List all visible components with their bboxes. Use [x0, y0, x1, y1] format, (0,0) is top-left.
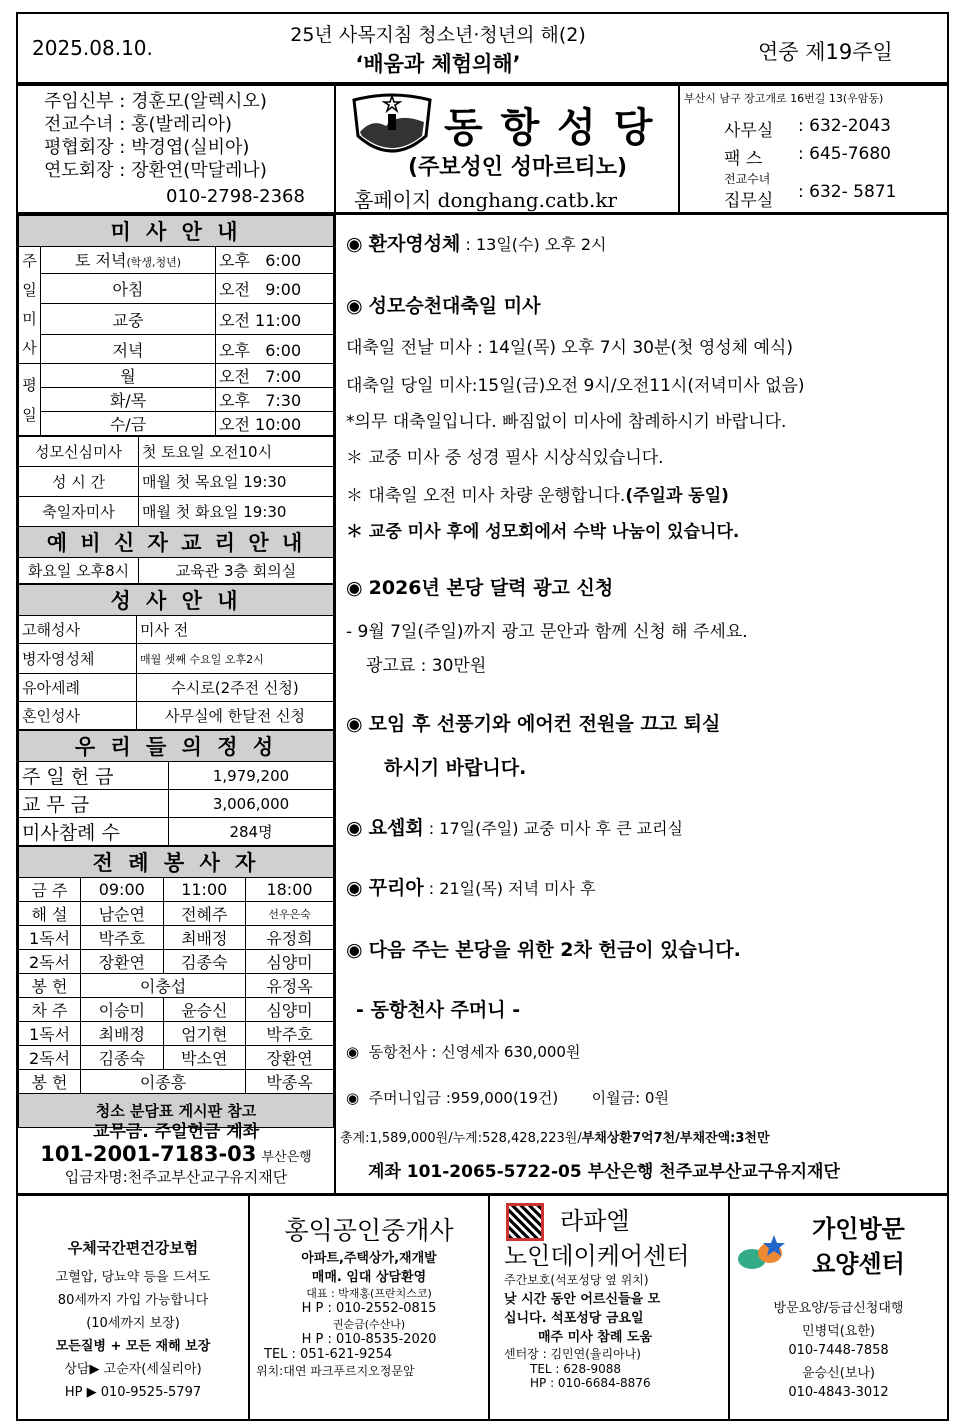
homepage-link[interactable]: donghang.catb.kr — [437, 188, 618, 212]
fax-number: : 645-7680 — [798, 144, 891, 164]
left-column — [16, 213, 336, 1195]
mass-table — [18, 215, 334, 436]
mass-name: 월 — [41, 364, 216, 388]
notice-2-title: ◉ 성모승천대축일 미사 — [346, 295, 541, 317]
service-cell: 18:00 — [246, 878, 334, 902]
sacrament-value: 수시로(2주전 신청) — [137, 674, 334, 702]
service-cell: 09:00 — [81, 878, 164, 902]
ad3-line: 주간보호(석포성당 옆 위치) — [504, 1273, 649, 1287]
service-cell: 최배정 — [81, 1022, 164, 1046]
mass-time: 오후 6:00 — [216, 247, 334, 274]
service-cell: 남순연 — [81, 902, 164, 926]
service-cell: 1독서 — [19, 926, 81, 950]
ad1-line: (10세까지 보장) — [86, 1316, 180, 1331]
church-name: 동 항 성 당 — [444, 105, 655, 151]
sister-label: 집무실 — [724, 191, 774, 211]
service-cell: 장환연 — [81, 950, 164, 974]
ad-realty — [250, 1195, 490, 1420]
mass-time: 오전 9:00 — [216, 273, 334, 304]
ad1-line: 고혈압, 당뇨약 등을 드셔도 — [55, 1270, 211, 1285]
staff-box — [16, 84, 336, 214]
staff-row: 연도회장 : 장환연(막달레나) — [44, 160, 267, 181]
notice-2-line: 대축일 당일 미사:15일(금)오전 9시/오전11시(저녁미사 없음) — [346, 376, 805, 396]
office-label: 사무실 — [724, 121, 774, 141]
sacrament-name: 유아세례 — [19, 674, 137, 702]
offering-name: 교 무 금 — [19, 790, 169, 818]
account-title: 교무금. 주일헌금 계좌 — [92, 1122, 260, 1142]
special-name: 성 시 간 — [19, 467, 139, 497]
service-cell: 유정옥 — [246, 974, 334, 998]
service-cell: 박주호 — [246, 1022, 334, 1046]
service-cell: 박주호 — [81, 926, 164, 950]
qr-code-icon — [506, 1203, 544, 1241]
special-value: 첫 토요일 오전10시 — [139, 437, 334, 467]
notice-8-line: ◉ 주머니입금 :959,000(19건) 이월금: 0원 — [346, 1089, 669, 1107]
notice-3-line: - 9월 7일(주일)까지 광고 문안과 함께 신청 해 주세요. — [346, 622, 748, 642]
notice-4: ◉ 모임 후 선풍기와 에어컨 전원을 끄고 퇴실 — [346, 713, 721, 735]
mass-name: 수/금 — [41, 412, 216, 436]
staff-row: 주임신부 : 경훈모(알렉시오) — [44, 91, 267, 112]
service-title: 전 례 봉 사 자 — [19, 847, 334, 878]
ad2-line: 위치:대연 파크푸르지오정문앞 — [256, 1364, 415, 1378]
service-cell: 이승미 — [81, 998, 164, 1022]
ad4-line: 방문요양/등급신청대행 — [773, 1301, 904, 1316]
service-cell: 11:00 — [163, 878, 246, 902]
mass-time: 오전 11:00 — [216, 304, 334, 335]
account-number: 101-2001-7183-03 — [40, 1142, 257, 1166]
church-box — [334, 84, 680, 214]
ad4-line: 민병덕(요한) — [802, 1324, 875, 1339]
ad3-line: 십니다. 석포성당 금요일 — [504, 1311, 644, 1326]
staff-row: 전교수녀 : 홍(발레리아) — [44, 114, 233, 135]
offering-name: 미사참례 수 — [19, 818, 169, 846]
service-cell: 전혜주 — [163, 902, 246, 926]
catechumen-day: 화요일 오후8시 — [19, 558, 139, 584]
mass-name: 저녁 — [41, 335, 216, 364]
sacrament-table — [18, 584, 334, 730]
service-cell: 엄기현 — [163, 1022, 246, 1046]
notice-2-line: ＊ 교중 미사 중 성경 필사 시상식있습니다. — [346, 448, 664, 468]
offering-title: 우 리 들 의 정 성 — [19, 731, 334, 762]
mass-name: 화/목 — [41, 388, 216, 412]
offering-table — [18, 730, 334, 846]
sister-note: 전교수녀 — [724, 172, 771, 186]
ad1-line: 상담▶ 고순자(세실리아) — [64, 1362, 202, 1377]
address: 부산시 남구 장고개로 16번길 13(우암동) — [684, 92, 884, 105]
ad4-line: 윤승신(보나) — [802, 1366, 875, 1381]
ad1-line: HP ▶ 010-9525-5797 — [64, 1385, 202, 1400]
ad3-line: HP : 010-6684-8876 — [530, 1376, 651, 1390]
service-cell: 봉 헌 — [19, 974, 81, 998]
ad-insurance — [18, 1195, 250, 1420]
theme-line2: ‘배움과 체험의해’ — [355, 52, 521, 76]
service-cell: 김종숙 — [163, 950, 246, 974]
ad4-line: 010-7448-7858 — [788, 1343, 889, 1358]
ad3-line: 낮 시간 동안 어르신들을 모 — [504, 1292, 661, 1307]
service-cell: 차 주 — [19, 998, 81, 1022]
special-mass-table — [18, 436, 334, 584]
notice-2-line: ＊ 대축일 오전 미사 차량 운행합니다.(주일과 동일) — [346, 486, 729, 506]
ad2-line: 매매. 임대 상담환영 — [311, 1270, 427, 1285]
service-cell: 2독서 — [19, 950, 81, 974]
sacrament-name: 혼인성사 — [19, 702, 137, 730]
service-cell: 심양미 — [246, 998, 334, 1022]
service-cell: 박종옥 — [246, 1070, 334, 1094]
service-cell: 이충섭 — [81, 974, 246, 998]
service-cell: 봉 헌 — [19, 1070, 81, 1094]
service-cell: 김종숙 — [81, 1046, 164, 1070]
church-patron: (주보성인 성마르티노) — [408, 155, 628, 180]
sacrament-title: 성 사 안 내 — [19, 585, 334, 616]
sacrament-name: 병자영성체 — [19, 644, 137, 674]
notice-3-line: 광고료 : 30만원 — [366, 656, 487, 676]
fax-label: 팩 스 — [724, 149, 763, 169]
notice-8-account: 계좌 101-2065-5722-05 부산은행 천주교부산교구유지재단 — [368, 1162, 840, 1182]
sacrament-value: 사무실에 한달전 신청 — [137, 702, 334, 730]
special-value: 매월 첫 목요일 19:30 — [139, 467, 334, 497]
service-cell: 선우은숙 — [246, 902, 334, 926]
mass-time: 오전 10:00 — [216, 412, 334, 436]
ad3-line: 센터장 : 김민연(율리아나) — [504, 1347, 641, 1361]
ad-care — [730, 1195, 947, 1420]
offering-name: 주 일 헌 금 — [19, 762, 169, 790]
notice-8-line: ◉ 동항천사 : 신영세자 630,000원 — [346, 1043, 581, 1061]
date: 2025.08.10. — [32, 36, 153, 60]
offering-value: 284명 — [169, 818, 334, 846]
ad3-line: TEL : 628-9088 — [530, 1362, 622, 1376]
sacrament-name: 고해성사 — [19, 616, 137, 644]
staff-phone: 010-2798-2368 — [166, 186, 305, 207]
sunday-label: 주 일 미 사 — [19, 247, 41, 364]
mass-time: 오후 7:30 — [216, 388, 334, 412]
service-cell: 1독서 — [19, 1022, 81, 1046]
service-cell: 박소연 — [163, 1046, 246, 1070]
account-holder: 입금자명:천주교부산교구유지재단 — [64, 1168, 288, 1186]
notice-4-line2: 하시기 바랍니다. — [384, 757, 527, 779]
ad3-title2: 노인데이케어센터 — [504, 1242, 690, 1270]
notice-6: ◉ 꾸리아 : 21일(목) 저녁 미사 후 — [346, 877, 596, 899]
ad4-title1: 가인방문 — [812, 1215, 905, 1243]
notice-7: ◉ 다음 주는 본당을 위한 2차 헌금이 있습니다. — [346, 939, 741, 961]
mass-name: 교중 — [41, 304, 216, 335]
cleaning-note: 청소 분담표 게시판 참고 — [19, 1094, 334, 1128]
account-block — [18, 1117, 334, 1187]
ad2-line: 대표 : 박재홍(프란치스코) — [306, 1287, 432, 1300]
service-cell: 윤승신 — [163, 998, 246, 1022]
ad2-line: H P : 010-2552-0815 — [301, 1301, 437, 1316]
notice-5: ◉ 요셉회 : 17일(주일) 교중 미사 후 큰 교리실 — [346, 817, 684, 839]
service-cell: 최배정 — [163, 926, 246, 950]
mass-title: 미 사 안 내 — [19, 216, 334, 247]
mass-time: 오후 6:00 — [216, 335, 334, 364]
service-cell: 유정희 — [246, 926, 334, 950]
care-logo-icon — [736, 1233, 786, 1277]
ad1-title: 우체국간편건강보험 — [67, 1239, 199, 1257]
ad3-line: 매주 미사 참례 도움 — [538, 1330, 653, 1345]
ad4-line: 010-4843-3012 — [788, 1385, 889, 1400]
week-label: 연중 제19주일 — [758, 40, 893, 64]
office-phone: : 632-2043 — [798, 116, 891, 136]
ad4-title2: 요양센터 — [812, 1250, 905, 1278]
offering-value: 3,006,000 — [169, 790, 334, 818]
notice-2-line: 대축일 전날 미사 : 14일(목) 오후 7시 30분(첫 영성체 예식) — [346, 338, 793, 358]
ad1-line: 모든질병 + 모든 재해 보장 — [55, 1339, 211, 1354]
ad2-line: TEL : 051-621-9254 — [264, 1347, 393, 1362]
header — [16, 12, 949, 84]
ad1-line: 80세까지 가입 가능합니다 — [57, 1293, 209, 1308]
service-cell: 이종흥 — [81, 1070, 246, 1094]
notice-2-line: *의무 대축일입니다. 빠짐없이 미사에 참례하시기 바랍니다. — [346, 412, 787, 432]
mass-name: 아침 — [41, 273, 216, 304]
ad2-line: H P : 010-8535-2020 — [301, 1332, 437, 1347]
catechumen-place: 교육관 3층 회의실 — [139, 558, 334, 584]
service-cell: 금 주 — [19, 878, 81, 902]
contact-box — [678, 84, 949, 214]
notice-3-title: ◉ 2026년 본당 달력 광고 신청 — [346, 577, 614, 599]
offering-value: 1,979,200 — [169, 762, 334, 790]
catechumen-title: 예 비 신 자 교 리 안 내 — [19, 527, 334, 558]
theme-line1: 25년 사목지침 청소년·청년의 해(2) — [290, 24, 586, 46]
ad2-line: 권순금(수산나) — [332, 1318, 406, 1331]
ad-daycare — [490, 1195, 730, 1420]
homepage: 홈페이지 donghang.catb.kr — [354, 188, 618, 212]
service-cell: 2독서 — [19, 1046, 81, 1070]
weekday-label: 평 일 — [19, 364, 41, 436]
special-value: 매월 첫 화요일 19:30 — [139, 497, 334, 527]
account-line: 101-2001-7183-03 부산은행 — [40, 1142, 312, 1166]
notice-2-line: ＊ 교중 미사 후에 성모회에서 수박 나눔이 있습니다. — [346, 522, 740, 542]
notice-8-title: - 동항천사 주머니 - — [356, 999, 521, 1021]
sister-office: : 632- 5871 — [798, 182, 897, 202]
service-table — [18, 846, 334, 1128]
mass-time: 오전 7:00 — [216, 364, 334, 388]
sacrament-value: 매월 셋째 수요일 오후2시 — [137, 644, 334, 674]
service-cell: 해 설 — [19, 902, 81, 926]
ad2-line: 아파트,주택상가,재개발 — [301, 1251, 437, 1266]
special-name: 축일자미사 — [19, 497, 139, 527]
ad3-title1: 라파엘 — [560, 1207, 630, 1235]
ad2-title: 홍익공인중개사 — [284, 1216, 454, 1245]
notice-8-total: 총계:1,589,000원/누계:528,428,223원/부채상환7억7천/부채잔액:3천만 — [340, 1131, 770, 1146]
service-cell: 장환연 — [246, 1046, 334, 1070]
sacrament-value: 미사 전 — [137, 616, 334, 644]
notices-box — [334, 213, 949, 1195]
mass-name: 토 저녁(학생,청년) — [41, 247, 216, 274]
staff-row: 평협회장 : 박경엽(실비아) — [44, 137, 250, 158]
special-name: 성모신심미사 — [19, 437, 139, 467]
notice-1: ◉ 환자영성체 : 13일(수) 오후 2시 — [346, 233, 607, 255]
staff-list — [44, 90, 267, 182]
service-cell: 심양미 — [246, 950, 334, 974]
